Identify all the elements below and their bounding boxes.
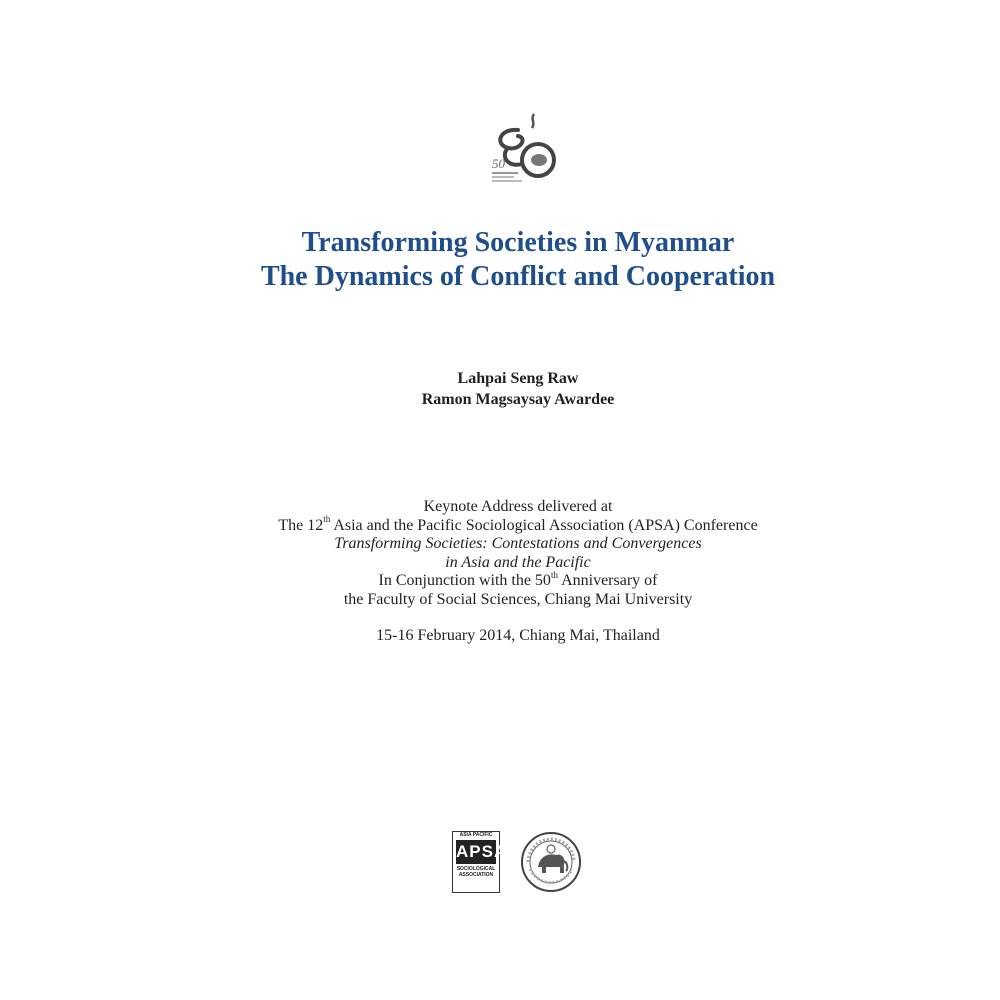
title-line-1: Transforming Societies in Myanmar [301, 227, 735, 258]
title-line-2: The Dynamics of Conflict and Cooperation [260, 261, 776, 292]
line2-pre: The 12 [278, 516, 324, 534]
apsa-letters: APSA [456, 840, 496, 864]
keynote-line-1: Keynote Address delivered at [423, 498, 613, 515]
keynote-line-6: the Faculty of Social Sciences, Chiang Mai University [343, 590, 693, 608]
keynote-details [0, 498, 1000, 646]
date-place: 15-16 February 2014, Chiang Mai, Thailand [376, 627, 660, 644]
apsa-line-3: ASSOCIATION [458, 872, 494, 878]
line2-sup: th [323, 514, 331, 525]
apsa-line-2: SOCIOLOGICAL [456, 866, 496, 872]
apsa-logo-icon [452, 831, 508, 893]
sponsor-logos [452, 831, 592, 893]
document-title [0, 226, 1000, 294]
author-award: Ramon Magsaysay Awardee [421, 391, 615, 408]
conference-theme-line-2: in Asia and the Pacific [445, 553, 591, 571]
keynote-line-2 [0, 514, 1000, 536]
line2-post: Asia and the Pacific Sociological Association (APSA) Conference [330, 516, 758, 534]
svg-text:50: 50 [492, 156, 505, 171]
spacer [0, 609, 1000, 627]
line5-pre: In Conjunction with the 50 [378, 572, 551, 589]
line5-post: Anniversary of [557, 572, 658, 589]
keynote-line-5 [0, 569, 1000, 591]
50th-anniversary-logo-icon [478, 108, 568, 188]
author-block [0, 368, 1000, 410]
author-name: Lahpai Seng Raw [457, 370, 579, 387]
chiang-mai-university-seal-icon [520, 831, 582, 893]
line5-sup: th [550, 569, 558, 580]
apsa-line-1: ASIA PACIFIC [459, 832, 493, 838]
conference-theme-line-1: Transforming Societies: Contestations and Convergences [334, 535, 702, 552]
